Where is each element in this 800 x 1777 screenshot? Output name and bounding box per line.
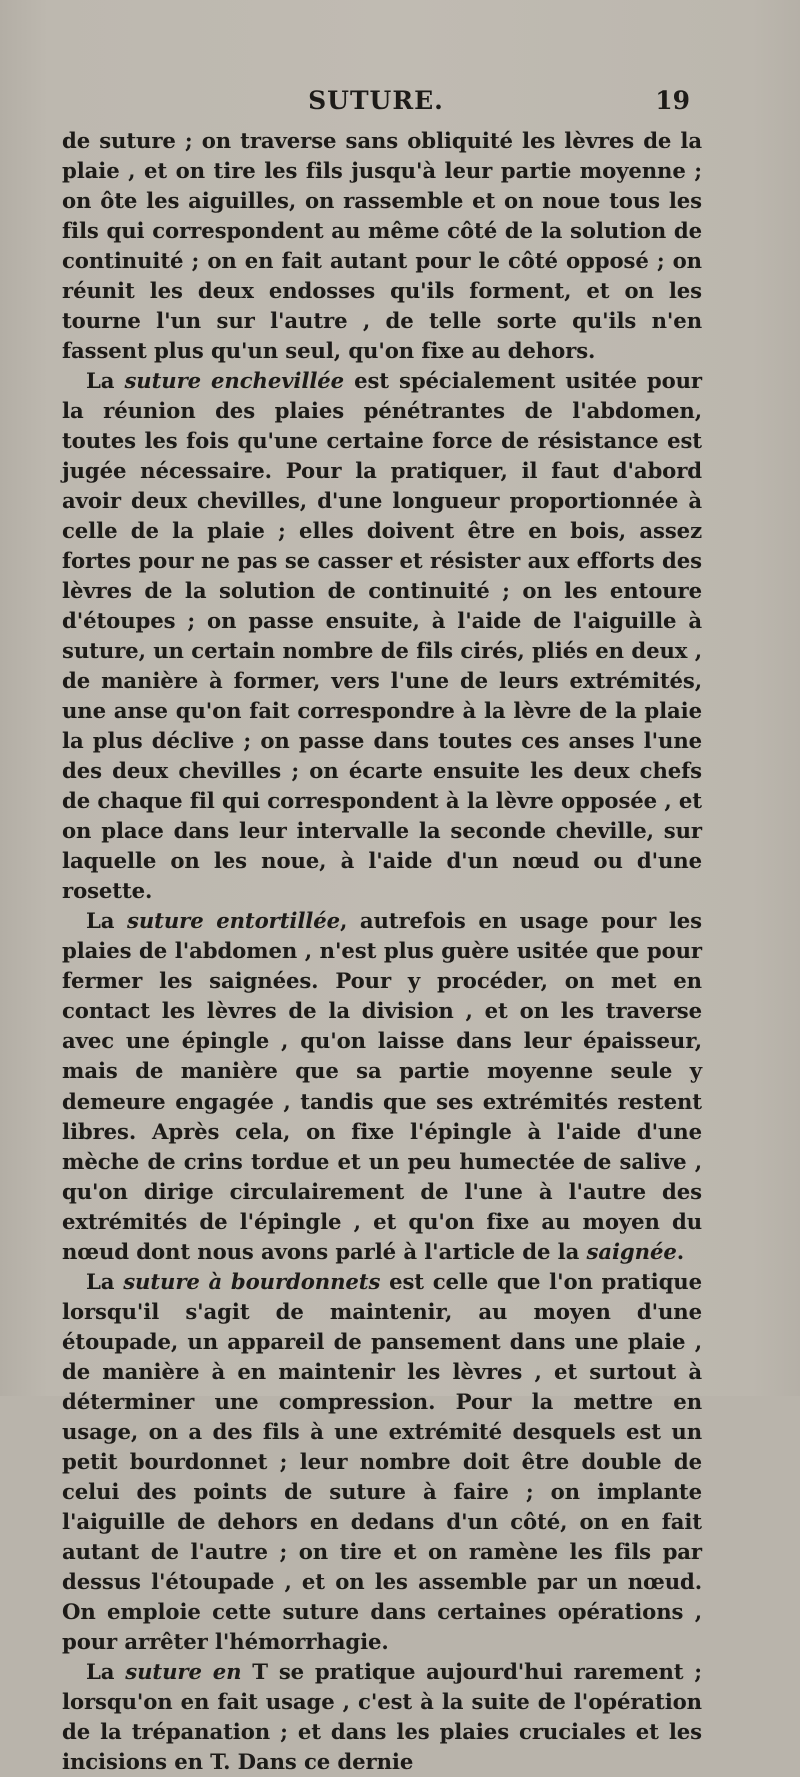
text-run: est spécialement usitée pour la réunion des plaies pénétrantes de l'abdomen, toutes les fois qu'une certaine force de résistance est jugée nécessaire. Pour la pratiquer, il faut d'abord avoir deux chevilles, d'une longueur proportionnée à celle de la plaie ; elles doivent être en bois, assez fortes pour ne pas se casser et résister aux efforts des lèvres de la solution de continuité ; on les entoure d'étoupes ; on passe ensuite, à l'aide de l'aiguille à suture, un certain nombre de fils cirés, pliés en deux , de manière à former, vers l'une de leurs extrémités, une anse qu'on fait correspondre à la lèvre de la plaie la plus déclive ; on passe dans toutes ces anses l'une des deux chevilles ; on écarte ensuite les deux chefs de chaque fil qui correspondent à la lèvre opposée , et on place dans leur intervalle la seconde cheville, sur laquelle on les noue, à l'aide d'un nœud ou d'une rosette.	[62, 368, 702, 904]
text-run: , autrefois en usage pour les plaies de l'abdomen , n'est plus guère usitée que pour fermer les saignées. Pour y procéder, on met en contact les lèvres de la division , et on les traverse avec une épingle , qu'on laisse dans leur épaisseur, mais de manière que sa partie moyenne seule y demeure engagée , tandis que ses extrémités restent libres. Après cela, on fixe l'épingle à l'aide d'une mèche de crins tordue et un peu humectée de salive , qu'on dirige circulairement de l'une à l'autre des extrémités de l'épingle , et qu'on fixe au moyen du nœud dont nous avons parlé à l'article de la	[62, 908, 703, 1264]
italic-term: suture entortillée	[127, 908, 340, 934]
page-number: 19	[655, 86, 690, 115]
paragraph-p1	[62, 126, 702, 366]
running-title: SUTURE.	[308, 86, 444, 115]
text-run: La	[86, 1268, 124, 1294]
text-run: .	[676, 1238, 684, 1264]
text-run: T se pratique aujourd'hui rarement ; lorsqu'on en fait usage , c'est à la suite de l'opération de la trépanation ; et dans les plaies cruciales et les incisions en T. Dans ce dernie	[62, 1658, 703, 1774]
text-run: La	[86, 1658, 126, 1684]
text-run: La	[86, 368, 125, 394]
italic-term: suture enchevillée	[124, 368, 345, 394]
text-run: La	[86, 908, 128, 934]
body-text	[62, 126, 702, 1777]
italic-term: suture à bourdonnets	[123, 1268, 381, 1294]
paragraph-p4	[62, 1267, 702, 1657]
text-run: de suture ; on traverse sans obliquité les lèvres de la plaie , et on tire les fils jusqu'à leur partie moyenne ; on ôte les aiguilles, on rassemble et on noue tous les fils qui correspondent au même côté de la solution de continuité ; on en fait autant pour le côté opposé ; on réunit les deux endosses qu'ils forment, et on les tourne l'un sur l'autre , de telle sorte qu'ils n'en fassent plus qu'un seul, qu'on fixe au dehors.	[62, 128, 702, 364]
paragraph-p3	[62, 906, 702, 1266]
italic-term: suture en	[125, 1658, 242, 1684]
running-head	[62, 86, 690, 120]
italic-term: saignée	[586, 1238, 677, 1264]
paragraph-p2	[62, 366, 702, 906]
text-run: est celle que l'on pratique lorsqu'il s'agit de maintenir, au moyen d'une étoupade, un appareil de pansement dans une plaie , de manière à en maintenir les lèvres , et surtout à déterminer une compression. Pour la mettre en usage, on a des fils à une extrémité desquels est un petit bourdonnet ; leur nombre doit être double de celui des points de suture à faire ; on implante l'aiguille de dehors en dedans d'un côté, on en fait autant de l'autre ; on tire et on ramène les fils par dessus l'étoupade , et on les assemble par un nœud. On emploie cette suture dans certaines opérations , pour arrêter l'hémorrhagie.	[62, 1268, 702, 1654]
paragraph-p5	[62, 1657, 702, 1777]
